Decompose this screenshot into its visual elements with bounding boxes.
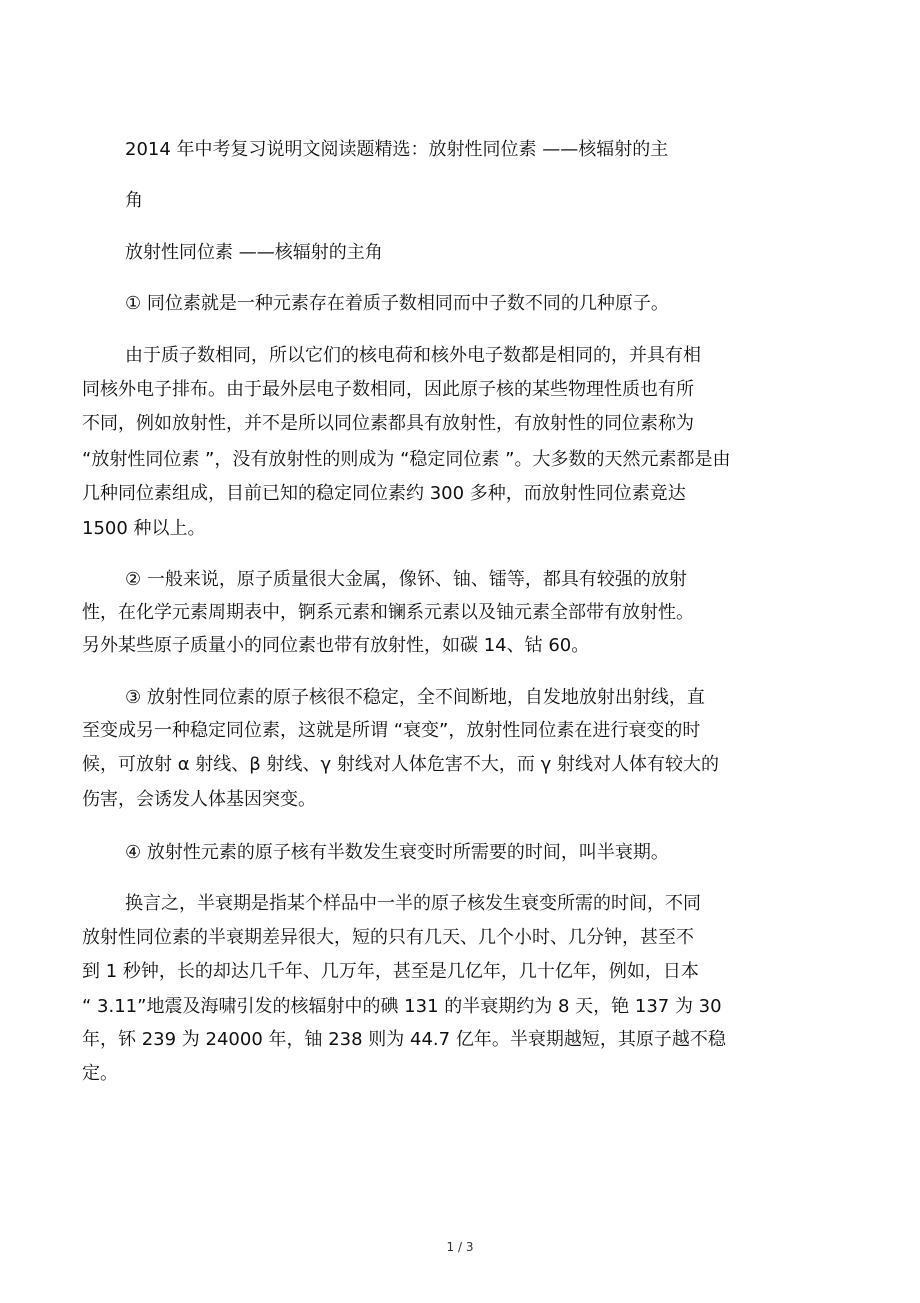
paragraph-2-line-4: “放射性同位素 ”，没有放射性的则成为 “稳定同位素 ”。大多数的天然元素都是由 xyxy=(82,449,731,470)
paragraph-6-line-6: 定。 xyxy=(82,1063,118,1084)
paragraph-6-line-4: “ 3.11”地震及海啸引发的核辐射中的碘 131 的半衰期约为 8 天，铯 137 为 30 xyxy=(82,996,722,1017)
paragraph-6-line-5: 年，钚 239 为 24000 年，铀 238 则为 44.7 亿年。半衰期越短，其原子越不稳 xyxy=(82,1029,726,1050)
paragraph-4-line-3: 候，可放射 α 射线、β 射线、γ 射线对人体危害不大，而 γ 射线对人体有较大的 xyxy=(82,754,719,775)
paragraph-2-line-2: 同核外电子排布。由于最外层电子数相同，因此原子核的某些物理性质也有所 xyxy=(82,379,694,400)
paragraph-2-line-3: 不同，例如放射性，并不是所以同位素都具有放射性，有放射性的同位素称为 xyxy=(82,413,694,434)
paragraph-6-line-2: 放射性同位素的半衰期差异很大，短的只有几天、几个小时、几分钟，甚至不 xyxy=(82,927,694,948)
paragraph-2-line-1: 由于质子数相同，所以它们的核电荷和核外电子数都是相同的，并具有相 xyxy=(125,345,701,366)
paragraph-1-line-1: ① 同位素就是一种元素存在着质子数相同而中子数不同的几种原子。 xyxy=(125,293,669,314)
paragraph-6-line-3: 到 1 秒钟，长的却达几千年、几万年，甚至是几亿年，几十亿年，例如，日本 xyxy=(82,961,699,982)
paragraph-5-line-1: ④ 放射性元素的原子核有半数发生衰变时所需要的时间，叫半衰期。 xyxy=(125,842,669,863)
title-line-2: 角 xyxy=(125,190,143,211)
paragraph-2-line-5: 几种同位素组成，目前已知的稳定同位素约 300 多种，而放射性同位素竟达 xyxy=(82,483,686,504)
paragraph-3-line-2: 性，在化学元素周期表中，锕系元素和镧系元素以及铀元素全部带有放射性。 xyxy=(82,602,694,623)
paragraph-4-line-1: ③ 放射性同位素的原子核很不稳定，全不间断地，自发地放射出射线，直 xyxy=(125,687,705,708)
page-number: 1 / 3 xyxy=(446,1240,474,1254)
paragraph-3-line-1: ② 一般来说，原子质量很大金属，像钚、铀、镭等，都具有较强的放射 xyxy=(125,569,687,590)
paragraph-4-line-2: 至变成另一种稳定同位素，这就是所谓 “衰变”，放射性同位素在进行衰变的时 xyxy=(82,720,701,741)
subtitle: 放射性同位素 ——核辐射的主角 xyxy=(125,242,383,263)
paragraph-3-line-3: 另外某些原子质量小的同位素也带有放射性，如碳 14、钴 60。 xyxy=(82,635,590,656)
paragraph-6-line-1: 换言之，半衰期是指某个样品中一半的原子核发生衰变所需的时间，不同 xyxy=(125,893,701,914)
paragraph-2-line-6: 1500 种以上。 xyxy=(82,518,206,539)
title-line-1: 2014 年中考复习说明文阅读题精选：放射性同位素 ——核辐射的主 xyxy=(125,139,669,160)
paragraph-4-line-4: 伤害，会诱发人体基因突变。 xyxy=(82,789,316,810)
